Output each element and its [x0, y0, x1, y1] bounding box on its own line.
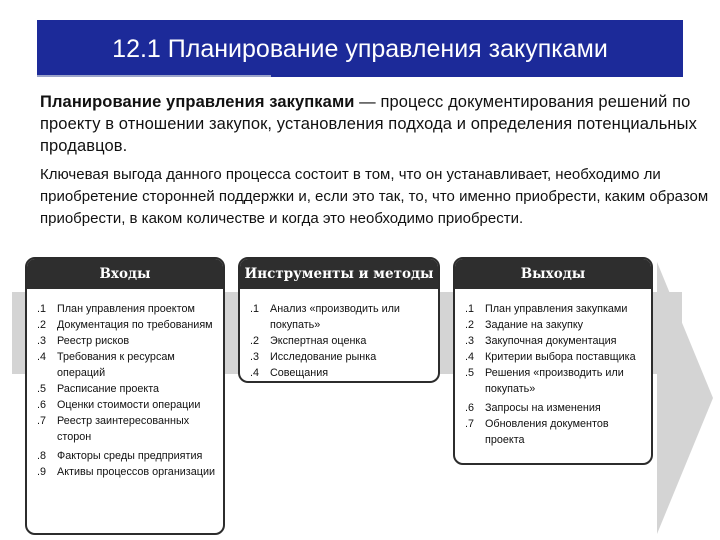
list-item [37, 349, 219, 381]
tools-header: Инструменты и методы [240, 259, 438, 289]
slide-title: 12.1 Планирование управления закупками [112, 35, 608, 63]
item-number: .9 [37, 466, 47, 478]
item-text: Расписание проекта [57, 383, 160, 395]
outputs-list [465, 301, 647, 448]
item-text: Совещания [270, 367, 329, 379]
list-item [37, 448, 219, 464]
list-item [465, 400, 647, 416]
list-item [250, 333, 434, 349]
item-text: Реестр заинтересованных сторон [57, 415, 190, 443]
list-item [465, 333, 647, 349]
item-text: Закупочная документация [485, 335, 617, 347]
item-text: Экспертная оценка [270, 335, 367, 347]
item-number: .2 [250, 335, 260, 347]
list-item [250, 365, 434, 381]
process-arrow-head [657, 262, 713, 534]
item-text: Обновления документов проекта [485, 418, 609, 446]
item-number: .2 [465, 319, 475, 331]
tools-box [238, 257, 440, 383]
inputs-header: Входы [27, 259, 223, 289]
title-bar [37, 20, 683, 77]
item-number: .1 [250, 303, 260, 315]
list-item [465, 301, 647, 317]
item-text: Решения «производить или покупать» [485, 367, 624, 395]
item-number: .6 [37, 399, 47, 411]
list-item [37, 301, 219, 317]
item-number: .8 [37, 450, 47, 462]
item-text: Анализ «производить или покупать» [270, 303, 400, 331]
outputs-box [453, 257, 653, 465]
item-text: Активы процессов организации [57, 466, 216, 478]
inputs-list [37, 301, 219, 480]
item-number: .4 [465, 351, 475, 363]
tools-list [250, 301, 434, 381]
item-text: Оценки стоимости операции [57, 399, 201, 411]
outputs-header: Выходы [455, 259, 651, 289]
list-item [37, 317, 219, 333]
item-text: Факторы среды предприятия [57, 450, 203, 462]
item-text: Требования к ресурсам операций [57, 351, 175, 379]
item-text: Задание на закупку [485, 319, 584, 331]
list-item [37, 333, 219, 349]
list-item [465, 365, 647, 397]
key-benefit-paragraph: Ключевая выгода данного процесса состоит в том, что он устанавливает, необходимо ли приобретение сторонней поддержки и, если это так, то, что именно приобрести, каким образом приобрести, в каком количестве и когда это необходимо приобрести. [40, 166, 709, 227]
item-text: Запросы на изменения [485, 402, 601, 414]
list-item [37, 413, 219, 445]
item-number: .7 [37, 415, 47, 427]
list-item [465, 317, 647, 333]
definition-text: — процесс документирования решений по проекту в отношении закупок, установления подхода и определения потенциальных продавцов. [40, 93, 697, 155]
item-text: Критерии выбора поставщика [485, 351, 636, 363]
item-number: .7 [465, 418, 475, 430]
list-item [465, 349, 647, 365]
defined-term: Планирование управления закупками [40, 93, 355, 111]
item-number: .3 [465, 335, 475, 347]
item-text: План управления закупками [485, 303, 628, 315]
item-number: .1 [37, 303, 47, 315]
list-item [250, 349, 434, 365]
item-text: План управления проектом [57, 303, 195, 315]
item-text: Реестр рисков [57, 335, 130, 347]
list-item [465, 416, 647, 448]
definition-paragraph [40, 91, 715, 157]
item-number: .3 [37, 335, 47, 347]
item-text: Исследование рынка [270, 351, 377, 363]
list-item [250, 301, 434, 333]
title-underline [37, 75, 271, 77]
item-number: .4 [37, 351, 47, 363]
item-number: .5 [37, 383, 47, 395]
item-number: .2 [37, 319, 47, 331]
list-item [37, 397, 219, 413]
item-number: .4 [250, 367, 260, 379]
item-text: Документация по требованиям [57, 319, 213, 331]
item-number: .1 [465, 303, 475, 315]
list-item [37, 381, 219, 397]
list-item [37, 464, 219, 480]
inputs-box [25, 257, 225, 535]
item-number: .3 [250, 351, 260, 363]
item-number: .5 [465, 367, 475, 379]
item-number: .6 [465, 402, 475, 414]
